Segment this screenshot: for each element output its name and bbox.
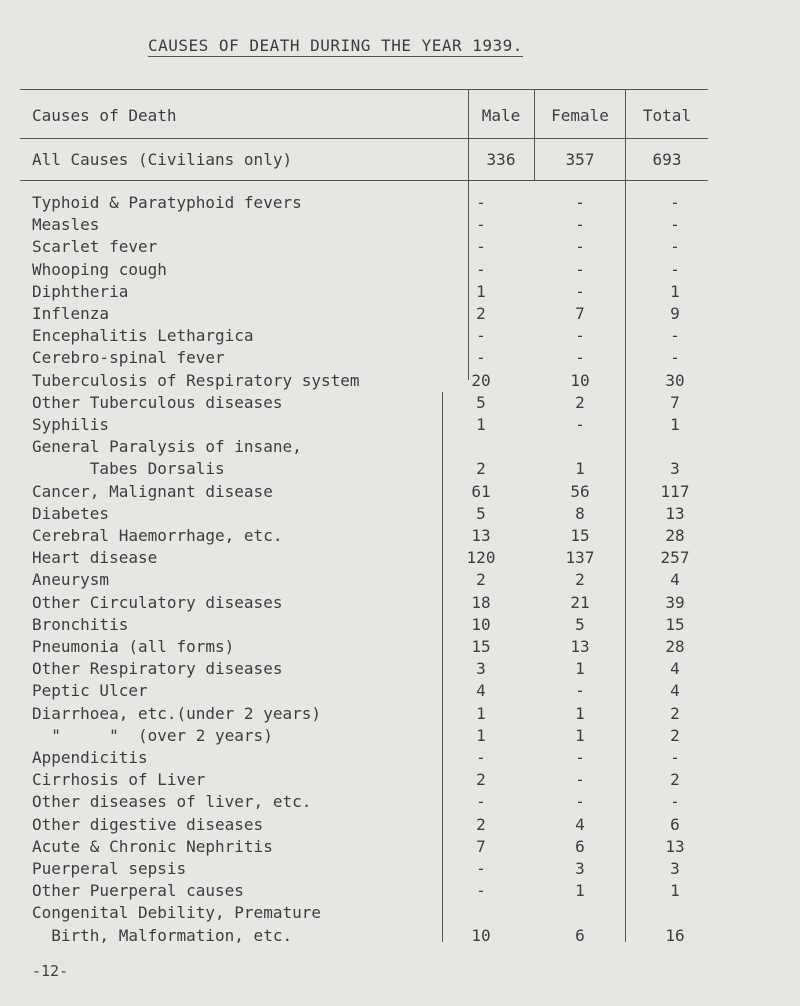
row-female: 13 xyxy=(570,637,590,656)
header-male: Male xyxy=(481,106,521,125)
row-cause: Other Respiratory diseases xyxy=(32,659,283,679)
row-male: - xyxy=(476,259,486,279)
row-total: 13 xyxy=(665,836,685,856)
col-rule-cause-male-lower xyxy=(442,392,443,942)
row-total: 6 xyxy=(670,814,680,834)
row-total: 1 xyxy=(670,415,680,434)
row-female: 6 xyxy=(575,925,585,945)
row-cause: Other digestive diseases xyxy=(32,814,264,834)
row-total: 2 xyxy=(670,725,680,745)
row-total: 9 xyxy=(670,304,680,323)
row-female: 56 xyxy=(570,481,590,501)
row-male: 2 xyxy=(476,459,486,479)
row-cause: Measles xyxy=(32,215,100,235)
row-male: 2 xyxy=(476,814,486,834)
row-male: - xyxy=(476,326,486,346)
row-male: - xyxy=(476,193,486,212)
row-male: 20 xyxy=(471,370,491,390)
row-male: 61 xyxy=(471,481,491,501)
row-female: 3 xyxy=(575,859,585,878)
row-male: 2 xyxy=(476,770,486,790)
row-female: - xyxy=(575,237,585,257)
row-total: 16 xyxy=(665,925,685,945)
row-female: - xyxy=(575,215,585,235)
row-male: 1 xyxy=(476,703,486,723)
row-male: 2 xyxy=(476,570,486,590)
row-total: 2 xyxy=(670,703,680,723)
row-cause: Tabes Dorsalis xyxy=(32,459,225,479)
row-total: - xyxy=(670,792,680,812)
col-rule-female-total xyxy=(625,180,626,942)
row-female: 1 xyxy=(575,725,585,745)
row-cause: Bronchitis xyxy=(32,614,129,634)
row-female: - xyxy=(575,770,585,790)
row-cause: Diabetes xyxy=(32,503,110,523)
row-male: - xyxy=(476,348,486,368)
row-male: - xyxy=(476,748,486,767)
row-total: - xyxy=(670,193,680,212)
row-cause: Diphtheria xyxy=(32,281,129,301)
row-female: - xyxy=(575,792,585,812)
header-total: Total xyxy=(642,106,692,125)
row-total: 1 xyxy=(670,281,680,301)
row-cause: Diarrhoea, etc.(under 2 years) xyxy=(32,703,321,723)
row-female: 1 xyxy=(575,659,585,679)
row-total: 15 xyxy=(665,614,685,634)
row-female: 7 xyxy=(575,304,585,323)
row-male: 2 xyxy=(476,304,486,323)
row-male: 120 xyxy=(466,548,496,568)
header-female: Female xyxy=(551,106,609,125)
row-male: 10 xyxy=(471,614,491,634)
row-cause: Appendicitis xyxy=(32,748,148,767)
row-cause: General Paralysis of insane, xyxy=(32,437,302,457)
row-female: 1 xyxy=(575,703,585,723)
all-causes-bottom-rule xyxy=(20,180,708,181)
row-cause: " " (over 2 years) xyxy=(32,725,273,745)
row-cause: Acute & Chronic Nephritis xyxy=(32,836,273,856)
row-total: 28 xyxy=(665,526,685,545)
row-cause: Scarlet fever xyxy=(32,237,158,257)
row-total: 30 xyxy=(665,370,685,390)
row-total: 13 xyxy=(665,503,685,523)
row-cause: Puerperal sepsis xyxy=(32,859,187,878)
row-cause: Other diseases of liver, etc. xyxy=(32,792,312,812)
row-male: 13 xyxy=(471,526,491,545)
row-female: - xyxy=(575,348,585,368)
row-female: 1 xyxy=(575,881,585,901)
row-total: - xyxy=(670,348,680,368)
row-female: - xyxy=(575,281,585,301)
all-causes-label: All Causes (Civilians only) xyxy=(32,150,293,169)
row-male: - xyxy=(476,215,486,235)
row-cause: Encephalitis Lethargica xyxy=(32,326,254,346)
row-total: 7 xyxy=(670,392,680,412)
row-female: 2 xyxy=(575,570,585,590)
row-female: 8 xyxy=(575,503,585,523)
row-female: - xyxy=(575,259,585,279)
row-cause: Cerebral Haemorrhage, etc. xyxy=(32,526,283,545)
row-cause: Congenital Debility, Premature xyxy=(32,903,321,923)
row-cause: Peptic Ulcer xyxy=(32,681,148,701)
row-male: - xyxy=(476,881,486,901)
header-cause: Causes of Death xyxy=(32,106,177,125)
row-male: - xyxy=(476,237,486,257)
row-female: - xyxy=(575,748,585,767)
row-total: 4 xyxy=(670,659,680,679)
table-top-rule xyxy=(20,89,708,90)
row-cause: Syphilis xyxy=(32,415,110,434)
row-total: - xyxy=(670,326,680,346)
row-female: - xyxy=(575,193,585,212)
row-male: 18 xyxy=(471,592,491,612)
row-total: 3 xyxy=(670,859,680,878)
row-male: - xyxy=(476,792,486,812)
row-cause: Whooping cough xyxy=(32,259,167,279)
row-male: 1 xyxy=(476,281,486,301)
row-female: 137 xyxy=(565,548,595,568)
row-cause: Other Circulatory diseases xyxy=(32,592,283,612)
row-male: 15 xyxy=(471,637,491,656)
row-male: 4 xyxy=(476,681,486,701)
row-total: - xyxy=(670,215,680,235)
all-causes-female: 357 xyxy=(565,150,595,169)
row-total: - xyxy=(670,237,680,257)
all-causes-total: 693 xyxy=(652,150,682,169)
row-male: 10 xyxy=(471,925,491,945)
row-male: 5 xyxy=(476,503,486,523)
row-total: 3 xyxy=(670,459,680,479)
row-female: 1 xyxy=(575,459,585,479)
row-cause: Birth, Malformation, etc. xyxy=(32,925,293,945)
row-male: 1 xyxy=(476,725,486,745)
row-total: - xyxy=(670,259,680,279)
row-cause: Tuberculosis of Respiratory system xyxy=(32,370,360,390)
row-cause: Cirrhosis of Liver xyxy=(32,770,206,790)
row-cause: Other Puerperal causes xyxy=(32,881,244,901)
row-cause: Other Tuberculous diseases xyxy=(32,392,283,412)
row-female: - xyxy=(575,681,585,701)
row-total: 257 xyxy=(660,548,690,568)
page-title: CAUSES OF DEATH DURING THE YEAR 1939. xyxy=(148,36,523,55)
row-total: 4 xyxy=(670,570,680,590)
row-male: 5 xyxy=(476,392,486,412)
row-total: 1 xyxy=(670,881,680,901)
row-total: 2 xyxy=(670,770,680,790)
row-male: 3 xyxy=(476,659,486,679)
row-cause: Typhoid & Paratyphoid fevers xyxy=(32,193,302,212)
row-female: 2 xyxy=(575,392,585,412)
row-male: - xyxy=(476,859,486,878)
row-cause: Inflenza xyxy=(32,304,110,323)
row-female: - xyxy=(575,415,585,434)
row-male: 1 xyxy=(476,415,486,434)
all-causes-male: 336 xyxy=(486,150,516,169)
row-female: 6 xyxy=(575,836,585,856)
row-female: 10 xyxy=(570,370,590,390)
row-male: 7 xyxy=(476,836,486,856)
row-female: 21 xyxy=(570,592,590,612)
row-total: 28 xyxy=(665,637,685,656)
row-total: 39 xyxy=(665,592,685,612)
row-cause: Heart disease xyxy=(32,548,158,568)
row-female: 4 xyxy=(575,814,585,834)
row-cause: Cancer, Malignant disease xyxy=(32,481,273,501)
row-female: 5 xyxy=(575,614,585,634)
row-total: 4 xyxy=(670,681,680,701)
row-cause: Pneumonia (all forms) xyxy=(32,637,235,656)
row-cause: Aneurysm xyxy=(32,570,110,590)
header-bottom-rule xyxy=(20,138,708,139)
row-total: - xyxy=(670,748,680,767)
row-female: 15 xyxy=(570,526,590,545)
row-cause: Cerebro-spinal fever xyxy=(32,348,225,368)
row-female: - xyxy=(575,326,585,346)
row-total: 117 xyxy=(660,481,690,501)
page-number: -12- xyxy=(32,962,69,980)
